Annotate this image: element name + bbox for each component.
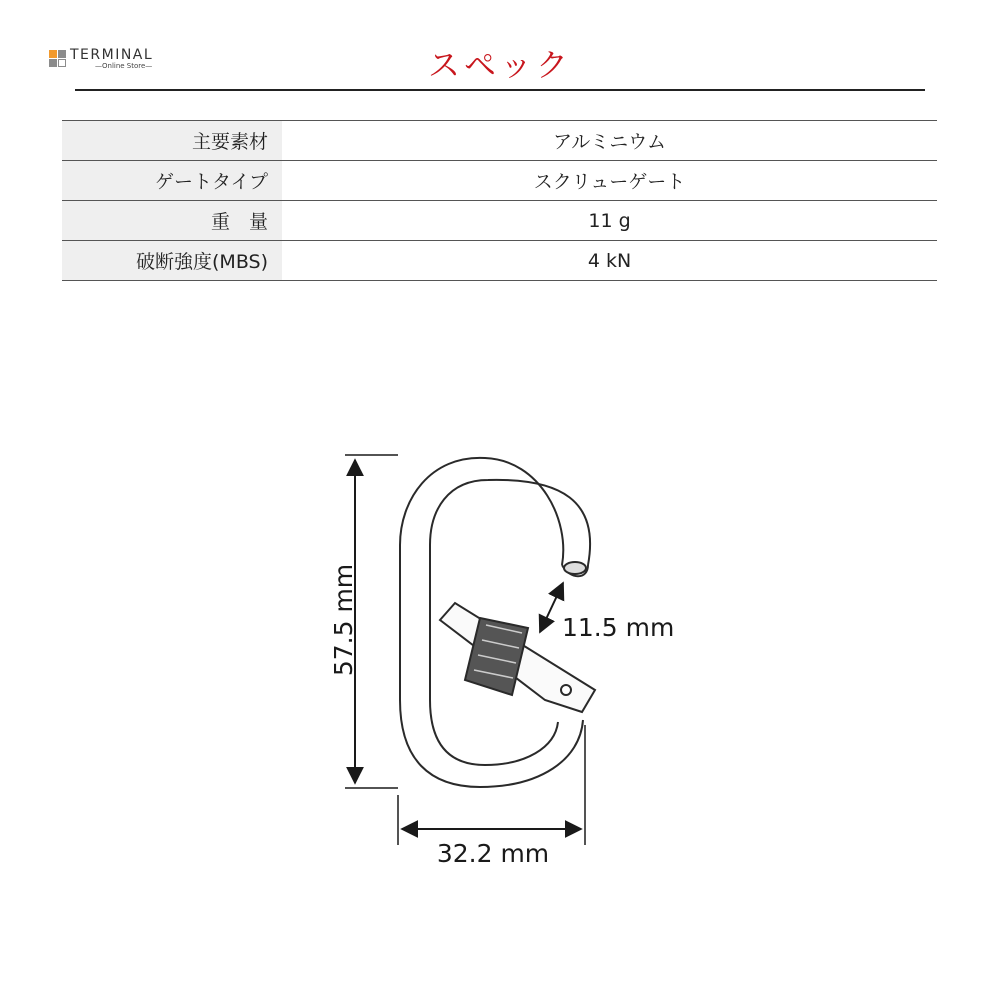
page-title: スペック [427, 46, 572, 84]
spec-label-weight: 重 量 [62, 201, 282, 241]
table-row [62, 201, 937, 241]
spec-label-gate-type: ゲートタイプ [62, 161, 282, 201]
logo-text: TERMINAL [70, 47, 154, 63]
spec-label-material: 主要素材 [62, 121, 282, 161]
width-dimension-label: 32.2 mm [436, 839, 550, 868]
spec-label-strength: 破断強度(MBS) [62, 241, 282, 281]
spec-value-strength: 4 kN [587, 249, 632, 272]
table-row [62, 241, 937, 281]
title-divider [75, 89, 925, 91]
spec-table [62, 120, 937, 281]
spec-value-gate-type: スクリューゲート [533, 171, 686, 193]
table-row [62, 161, 937, 201]
spec-value-material: アルミニウム [552, 131, 667, 153]
carabiner-diagram [300, 430, 720, 880]
gate-opening-label: 11.5 mm [562, 613, 675, 642]
height-dimension-label: 57.5 mm [329, 563, 358, 677]
spec-value-weight: 11 g [588, 209, 631, 232]
table-row [62, 121, 937, 161]
logo-subtitle: —Online Store— [95, 62, 153, 70]
